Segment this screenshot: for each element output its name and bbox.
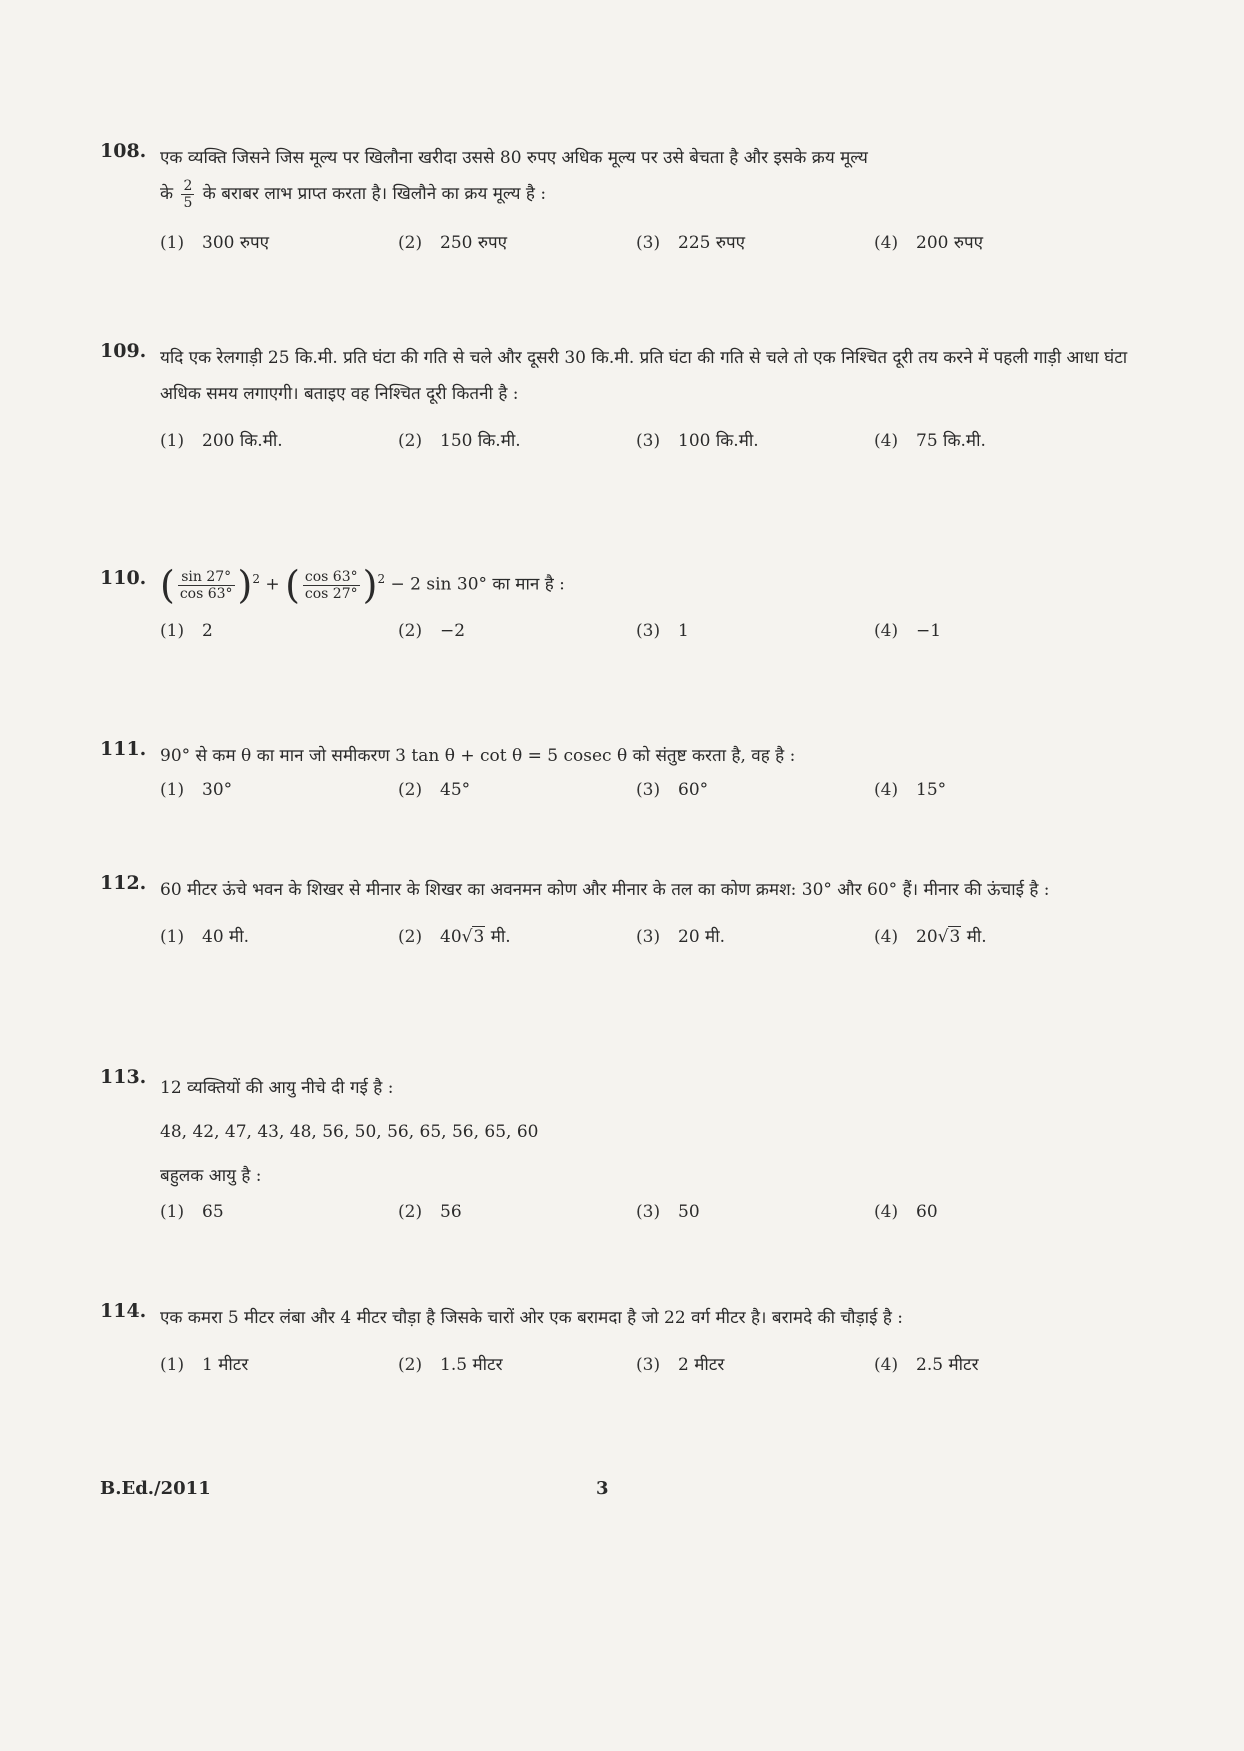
- question-text: 60 मीटर ऊंचे भवन के शिखर से मीनार के शिखर का अवनमन कोण और मीनार के तल का कोण क्रमश: 30° और 60° हैं। मीनार की ऊंचाई है :: [160, 880, 1050, 900]
- question-112: [100, 872, 1130, 964]
- option-1[interactable]: (1) 30°: [160, 780, 233, 800]
- options: [160, 780, 1130, 820]
- option-4[interactable]: (4) 200 रुपए: [874, 233, 984, 253]
- page-number: 3: [596, 1478, 609, 1499]
- options: [160, 621, 1130, 661]
- question-113: [100, 1066, 1130, 1242]
- question-text: यदि एक रेलगाड़ी 25 कि.मी. प्रति घंटा की गति से चले और दूसरी 30 कि.मी. प्रति घंटा की गति से चले तो एक निश्चित दूरी तय करने में पहली गाड़ी आधा घंटा अधिक समय लगाएगी। बताइए वह निश्चित दूरी कितनी है :: [160, 348, 1128, 404]
- option-4[interactable]: (4) 75 कि.मी.: [874, 431, 986, 451]
- option-1[interactable]: (1) 1 मीटर: [160, 1355, 249, 1375]
- question-114: [100, 1300, 1130, 1392]
- question-110: [100, 555, 1130, 661]
- option-2[interactable]: (2) 1.5 मीटर: [398, 1355, 503, 1375]
- question-111: [100, 738, 1130, 820]
- exam-code: B.Ed./2011: [100, 1478, 211, 1499]
- question-108: [100, 140, 1130, 270]
- option-2[interactable]: (2) 56: [398, 1202, 462, 1222]
- options: [160, 428, 1130, 468]
- option-3[interactable]: (3) 100 कि.मी.: [636, 431, 759, 451]
- question-number: 109.: [100, 340, 147, 362]
- fraction: $\frac{2}{5}$: [183, 178, 193, 211]
- option-4[interactable]: (4) 60: [874, 1202, 938, 1222]
- question-text: 12 व्यक्तियों की आयु नीचे दी गई है : 48, 42, 47, 43, 48, 56, 50, 56, 65, 56, 65, 60 बहुलक आयु है :: [160, 1066, 1130, 1198]
- option-3[interactable]: (3) 60°: [636, 780, 709, 800]
- option-4[interactable]: (4) 20√3 मी.: [874, 927, 987, 947]
- option-2[interactable]: (2) 40√3 मी.: [398, 927, 511, 947]
- option-1[interactable]: (1) 2: [160, 621, 213, 642]
- question-expression: ( $\frac{\sin 27^\circ}{\cos 63^\circ}$ )$^2$ + ( $\frac{\cos 63^\circ}{\cos 27^\circ}$ )$^2$ − 2 sin 30° का मान है :: [160, 563, 565, 608]
- option-2[interactable]: (2) 150 कि.मी.: [398, 431, 521, 451]
- ages-data: 48, 42, 47, 43, 48, 56, 50, 56, 65, 56, 65, 60: [160, 1122, 539, 1142]
- options: [160, 1202, 1130, 1242]
- question-number: 114.: [100, 1300, 147, 1322]
- option-3[interactable]: (3) 225 रुपए: [636, 233, 746, 253]
- option-2[interactable]: (2) 45°: [398, 780, 471, 800]
- option-2[interactable]: (2) 250 रुपए: [398, 233, 508, 253]
- option-3[interactable]: (3) 50: [636, 1202, 700, 1222]
- question-text: 90° से कम θ का मान जो समीकरण 3 tan θ + cot θ = 5 cosec θ को संतुष्ट करता है, वह है :: [160, 746, 796, 766]
- option-4[interactable]: (4) 2.5 मीटर: [874, 1355, 979, 1375]
- option-2[interactable]: (2) −2: [398, 621, 466, 642]
- options: [160, 230, 1130, 270]
- question-number: 108.: [100, 140, 147, 162]
- option-1[interactable]: (1) 300 रुपए: [160, 233, 270, 253]
- option-1[interactable]: (1) 200 कि.मी.: [160, 431, 283, 451]
- question-109: [100, 340, 1130, 468]
- question-number: 112.: [100, 872, 147, 894]
- option-1[interactable]: (1) 40 मी.: [160, 927, 250, 947]
- question-number: 110.: [100, 567, 147, 589]
- question-text: एक व्यक्ति जिसने जिस मूल्य पर खिलौना खरीदा उससे 80 रुपए अधिक मूल्य पर उसे बेचता है और इसके क्रय मूल्य के $\frac{2}{5}$ के बराबर लाभ प्राप्त करता है। खिलौने का क्रय मूल्य है :: [160, 148, 868, 211]
- option-1[interactable]: (1) 65: [160, 1202, 224, 1222]
- options: [160, 1352, 1130, 1392]
- option-4[interactable]: (4) 15°: [874, 780, 947, 800]
- question-text: एक कमरा 5 मीटर लंबा और 4 मीटर चौड़ा है जिसके चारों ओर एक बरामदा है जो 22 वर्ग मीटर है। बरामदे की चौड़ाई है :: [160, 1308, 903, 1328]
- option-3[interactable]: (3) 20 मी.: [636, 927, 726, 947]
- option-3[interactable]: (3) 2 मीटर: [636, 1355, 725, 1375]
- option-4[interactable]: (4) −1: [874, 621, 942, 642]
- question-number: 113.: [100, 1066, 147, 1088]
- options: [160, 924, 1130, 964]
- question-number: 111.: [100, 738, 147, 760]
- option-3[interactable]: (3) 1: [636, 621, 689, 642]
